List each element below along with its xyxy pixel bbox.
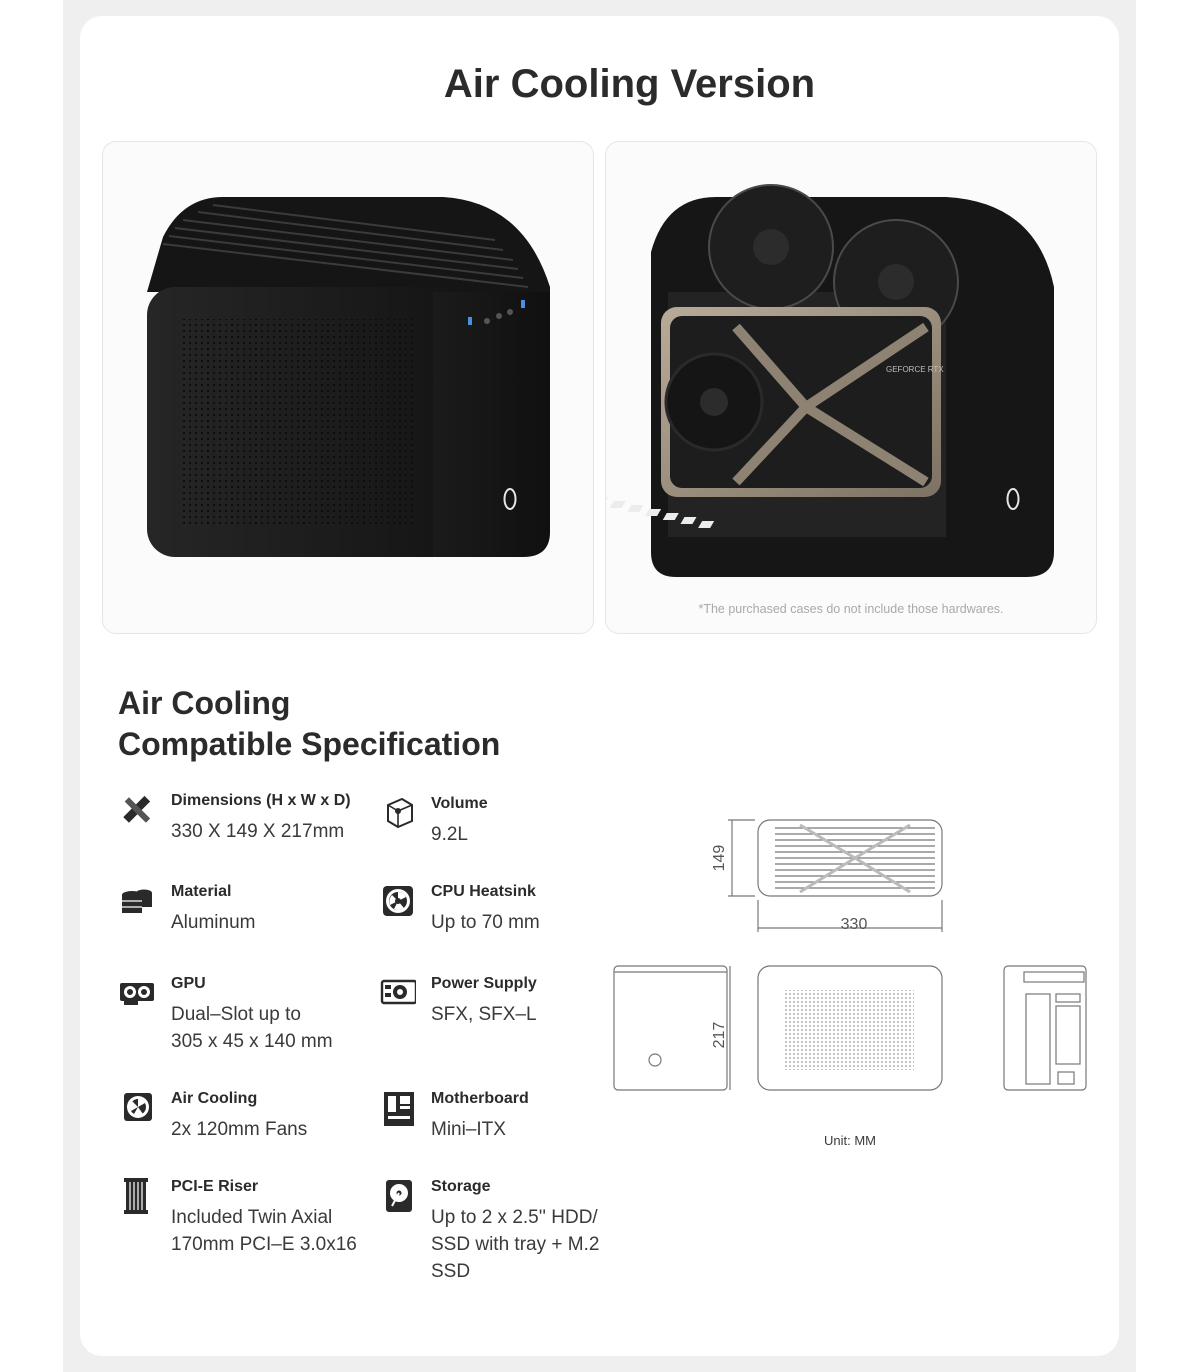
spec-label: Volume <box>431 795 488 812</box>
dimension-drawings <box>600 800 1100 1130</box>
unit-label: Unit: MM <box>824 1133 876 1148</box>
spec-value: Included Twin Axial 170mm PCI–E 3.0x16 <box>171 1207 357 1255</box>
mesh-panel <box>183 319 413 524</box>
spec-value: 9.2L <box>431 824 468 845</box>
spec-label: GPU <box>171 975 206 992</box>
open-case-photo <box>605 141 1097 634</box>
usb-port-icon <box>468 317 472 325</box>
front-view-drawing <box>758 966 942 1090</box>
stacked-discs-icon <box>118 883 154 919</box>
closed-case-illustration <box>103 142 593 633</box>
spec-value: Aluminum <box>171 912 256 933</box>
spec-label: Material <box>171 883 232 900</box>
case-side-panel <box>433 292 550 557</box>
disclaimer-note: *The purchased cases do not include those hardwares. <box>698 602 1004 616</box>
riser-cable-icon <box>118 1178 154 1214</box>
cube-icon <box>380 795 416 831</box>
spec-label: Storage <box>431 1178 491 1195</box>
spec-value: Up to 70 mm <box>431 912 540 933</box>
spec-value: 2x 120mm Fans <box>171 1119 308 1140</box>
gpu-branding: GEFORCE RTX <box>886 365 944 374</box>
spec-label: PCI-E Riser <box>171 1178 259 1195</box>
page-title: Air Cooling Version <box>443 62 816 106</box>
power-supply-icon <box>380 975 416 1011</box>
spec-label: Motherboard <box>431 1090 529 1107</box>
section-title <box>118 683 500 765</box>
right-side-view-drawing <box>1004 966 1086 1090</box>
section-title-line2: Compatible Specification <box>118 726 501 762</box>
hard-drive-icon <box>380 1178 416 1214</box>
section-title-line1: Air Cooling <box>118 685 291 721</box>
spec-value: Dual–Slot up to 305 x 45 x 140 mm <box>171 1004 333 1052</box>
case-fan-icon <box>118 1090 154 1126</box>
spec-value: Up to 2 x 2.5'' HDD/ SSD with tray + M.2 SSD <box>431 1207 600 1282</box>
spec-value: SFX, SFX–L <box>431 1004 537 1025</box>
spec-label: Dimensions (H x W x D) <box>171 792 351 809</box>
audio-jack-icon <box>496 313 502 319</box>
ruler-pencil-icon <box>118 792 154 828</box>
spec-value: Mini–ITX <box>431 1119 506 1140</box>
motherboard-icon <box>380 1090 416 1126</box>
open-case-illustration <box>606 142 1096 633</box>
top-view-drawing <box>728 820 942 932</box>
width-dimension-label: 330 <box>840 916 868 933</box>
fan-icon <box>380 883 416 919</box>
height-dimension-label: 149 <box>711 844 728 872</box>
closed-case-photo <box>102 141 594 634</box>
audio-jack-icon <box>507 309 513 315</box>
gpu-icon <box>118 975 154 1011</box>
spec-value: 330 X 149 X 217mm <box>171 821 345 842</box>
spec-label: Air Cooling <box>171 1090 258 1107</box>
depth-dimension-label: 217 <box>711 1021 728 1049</box>
spec-label: Power Supply <box>431 975 537 992</box>
spec-label: CPU Heatsink <box>431 883 536 900</box>
audio-jack-icon <box>484 318 490 324</box>
usb-port-icon <box>521 300 525 308</box>
